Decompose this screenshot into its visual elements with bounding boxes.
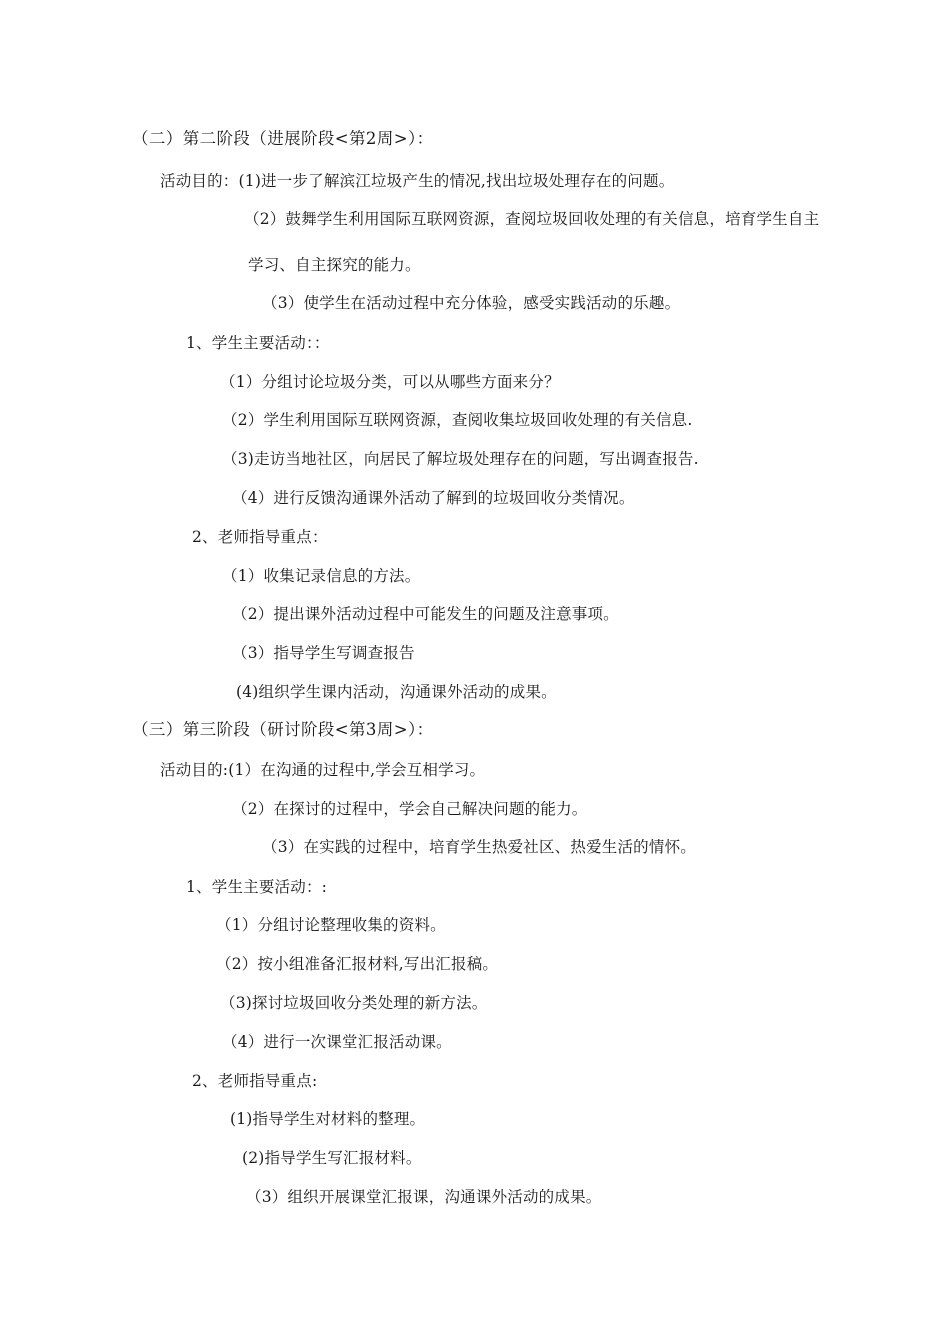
stage3-goal-3: （3）在实践的过程中，培育学生热爱社区、热爱生活的情怀。 <box>262 838 696 856</box>
stage2-student-item-3: （3)走访当地社区，向居民了解垃圾处理存在的问题，写出调查报告. <box>222 450 699 468</box>
stage3-heading: （三）第三阶段（研讨阶段<第3周>）： <box>132 720 434 739</box>
stage2-teacher-heading: 2、老师指导重点： <box>192 528 328 546</box>
stage2-goal-1: (1)进一步了解滨江垃圾产生的情况,找出垃圾处理存在的问题。 <box>238 172 675 190</box>
stage3-teacher-item-1: (1)指导学生对材料的整理。 <box>230 1110 426 1128</box>
stage3-student-item-3: （3)探讨垃圾回收分类处理的新方法。 <box>220 994 488 1012</box>
stage2-goal-2a: （2）鼓舞学生利用国际互联网资源，查阅垃圾回收处理的有关信息，培育学生自主 <box>244 210 820 228</box>
stage3-goal-1: (1）在沟通的过程中,学会互相学习。 <box>228 761 486 779</box>
stage2-teacher-item-4: (4)组织学生课内活动，沟通课外活动的成果。 <box>236 683 557 701</box>
stage2-goal-3: （3）使学生在活动过程中充分体验，感受实践活动的乐趣。 <box>262 294 681 312</box>
stage2-goal-2b: 学习、自主探究的能力。 <box>248 256 421 274</box>
stage2-teacher-item-3: （3）指导学生写调查报告 <box>232 644 415 662</box>
stage3-student-heading: 1、学生主要活动：: <box>186 878 328 896</box>
stage3-student-item-1: （1）分组讨论整理收集的资料。 <box>216 916 446 934</box>
stage2-student-heading: 1、学生主要活动：： <box>186 334 330 352</box>
stage3-student-item-4: （4）进行一次课堂汇报活动课。 <box>222 1033 452 1051</box>
stage2-student-item-2: （2）学生利用国际互联网资源，查阅收集垃圾回收处理的有关信息. <box>222 411 693 429</box>
stage2-teacher-item-2: （2）提出课外活动过程中可能发生的问题及注意事项。 <box>232 605 619 623</box>
stage2-teacher-item-1: （1）收集记录信息的方法。 <box>222 567 421 585</box>
stage2-goal-line-1 <box>160 171 674 191</box>
stage3-goal-label: 活动目的: <box>160 761 229 779</box>
stage2-student-item-1: （1）分组讨论垃圾分类，可以从哪些方面来分？ <box>220 373 560 391</box>
stage3-student-item-2: （2）按小组准备汇报材料,写出汇报稿。 <box>216 955 499 973</box>
stage2-student-item-4: （4）进行反馈沟通课外活动了解到的垃圾回收分类情况。 <box>232 489 635 507</box>
stage2-heading: （二）第二阶段（进展阶段<第2周>）： <box>132 129 434 148</box>
stage3-teacher-heading: 2、老师指导重点: <box>192 1072 318 1090</box>
stage3-goal-line-1 <box>160 760 485 780</box>
stage3-goal-2: （2）在探讨的过程中，学会自己解决问题的能力。 <box>232 800 588 818</box>
stage2-goal-label: 活动目的： <box>160 172 239 190</box>
stage3-teacher-item-3: （3）组织开展课堂汇报课，沟通课外活动的成果。 <box>246 1188 602 1206</box>
stage3-teacher-item-2: (2)指导学生写汇报材料。 <box>242 1149 422 1167</box>
